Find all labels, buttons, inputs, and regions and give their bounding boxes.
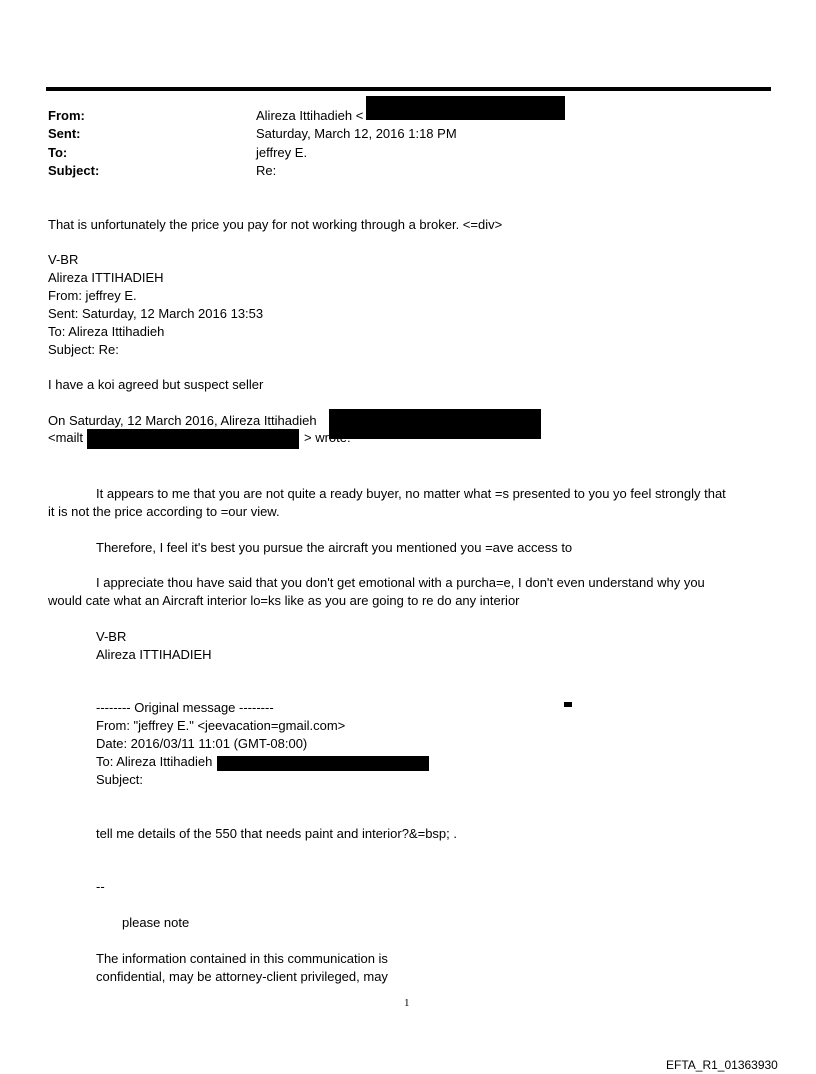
sent-value: Saturday, March 12, 2016 1:18 PM [256, 126, 457, 141]
confidentiality-line: confidential, may be attorney-client privileged, may [96, 969, 388, 984]
mailto-prefix: <mailt [48, 430, 84, 445]
from-label: From: [48, 108, 85, 123]
original-message-header: -------- Original message -------- [96, 700, 274, 715]
forward-to: To: Alireza Ittihadieh [48, 324, 165, 339]
to-value: jeffrey E. [256, 145, 308, 160]
sent-label: Sent: [48, 126, 81, 141]
quote-intro-line: On Saturday, 12 March 2016, Alireza Ittihadieh [48, 413, 317, 428]
signature-dashes: -- [96, 879, 105, 894]
signature-name: Alireza ITTIHADIEH [48, 270, 164, 285]
paragraph-line: I appreciate thou have said that you don't get emotional with a purcha=e, I don't even understand why you [96, 575, 705, 590]
original-subject: Subject: [96, 772, 143, 787]
body-line: That is unfortunately the price you pay for not working through a broker. <=div> [48, 217, 503, 232]
forward-subject: Subject: Re: [48, 342, 119, 357]
redaction-box [564, 702, 572, 707]
subject-label: Subject: [48, 163, 100, 178]
forward-from: From: jeffrey E. [48, 288, 137, 303]
signature-name: Alireza ITTIHADIEH [96, 647, 212, 662]
please-note: please note [122, 915, 190, 930]
signature-line: V-BR [48, 252, 79, 267]
original-date: Date: 2016/03/11 11:01 (GMT-08:00) [96, 736, 308, 751]
header-rule [46, 87, 771, 91]
paragraph-line: it is not the price according to =our view. [48, 504, 280, 519]
subject-value: Re: [256, 163, 277, 178]
paragraph-line: Therefore, I feel it's best you pursue the aircraft you mentioned you =ave access to [96, 540, 573, 555]
redaction-box [329, 409, 541, 439]
forward-sent: Sent: Saturday, 12 March 2016 13:53 [48, 306, 264, 321]
page-number: 1 [404, 997, 410, 1009]
confidentiality-line: The information contained in this communication is [96, 951, 388, 966]
redaction-box [366, 96, 565, 120]
paragraph-line: would cate what an Aircraft interior lo=ks like as you are going to re do any interior [48, 593, 520, 608]
body-line: tell me details of the 550 that needs paint and interior?&=bsp; . [96, 826, 457, 841]
signature-line: V-BR [96, 629, 127, 644]
original-from: From: "jeffrey E." <jeevacation=gmail.com> [96, 718, 346, 733]
wrote-text: > wrote: [304, 430, 351, 445]
to-label: To: [48, 145, 68, 160]
body-line: I have a koi agreed but suspect seller [48, 377, 264, 392]
paragraph-line: It appears to me that you are not quite a ready buyer, no matter what =s presented to you yo feel strongly that [96, 486, 726, 501]
redaction-box [87, 429, 299, 449]
redaction-box [217, 756, 429, 771]
document-id: EFTA_R1_01363930 [666, 1058, 778, 1072]
from-value: Alireza Ittihadieh < [256, 108, 364, 123]
original-to: To: Alireza Ittihadieh [96, 754, 213, 769]
